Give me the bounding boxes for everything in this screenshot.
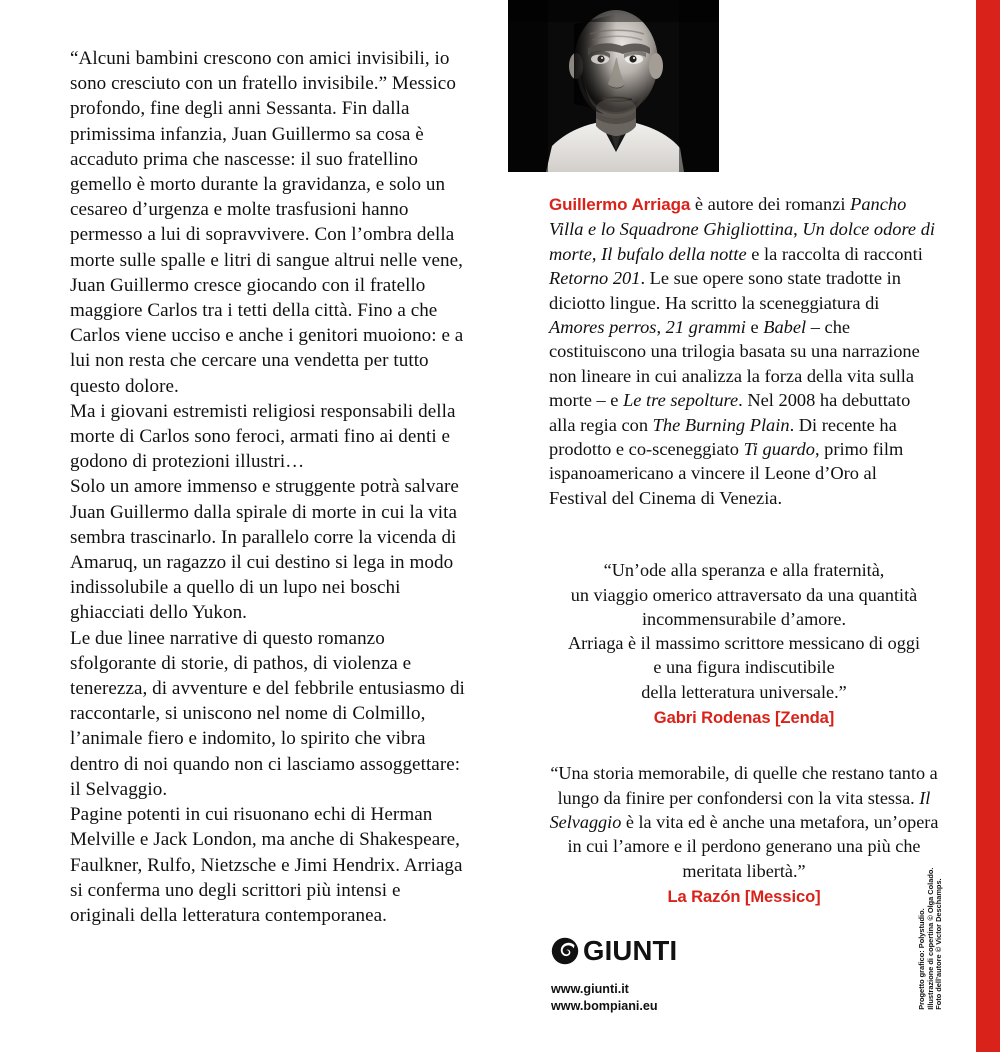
giunti-spiral-g-icon xyxy=(551,937,579,965)
author-bio xyxy=(549,192,939,510)
author-portrait-photo xyxy=(508,0,719,172)
bio-run: , xyxy=(591,243,602,264)
quote-2-run-pre: “Una storia memorabile, di quelle che restano tanto a lungo da finire per confondersi con la vita stessa. xyxy=(550,763,938,808)
bio-title-italic: Retorno 201 xyxy=(549,268,641,289)
bio-title-italic: Le tre sepolture xyxy=(623,390,739,411)
bio-run: e xyxy=(745,317,764,338)
blurb-paragraph-5: Pagine potenti in cui risuonano echi di Herman Melville e Jack London, ma anche di Shakespeare, Faulkner, Rulfo, Nietzsche e Jimi Hendrix. Arriaga si conferma uno degli scrittori più intensi e originali della letteratura contemporanea. xyxy=(70,804,463,926)
quote-1-line-3: incommensurabile d’amore. xyxy=(641,608,847,629)
credit-line-2: Illustrazione di copertina © Olga Colado. xyxy=(925,867,935,1010)
bio-run: , xyxy=(656,317,666,338)
publisher-urls xyxy=(551,981,811,1014)
bio-text xyxy=(549,194,935,508)
right-column xyxy=(549,192,939,909)
blurb-paragraph-3: Solo un amore immenso e struggente potrà salvare Juan Guillermo dalla spirale di morte in cui la vita sembra trascinarlo. In parallelo corre la vicenda di Amaruq, un ragazzo il cui destino si lega in modo indissolubile a quello di un lupo nei boschi ghiacciati dello Yukon. xyxy=(70,476,459,624)
bio-run: – che costituiscono una trilogia basata su una narrazione non lineare in cui analizza la forza della vita sulla morte – e xyxy=(549,317,920,411)
bio-run: . Nel 2008 ha debuttato alla regia con xyxy=(549,390,911,435)
quote-1-source: Gabri Rodenas [Zenda] xyxy=(653,708,835,728)
credits-text xyxy=(918,868,944,1010)
quote-2-source: La Razón [Messico] xyxy=(667,886,821,906)
book-blurb xyxy=(70,46,470,928)
url-giunti[interactable]: www.giunti.it xyxy=(551,982,629,996)
quote-2-title-italic: Il Selvaggio xyxy=(549,787,931,832)
quote-1-line-1: “Un’ode alla speranza e alla fraternità, xyxy=(603,560,885,581)
blurb-paragraph-1: “Alcuni bambini crescono con amici invisibili, io sono cresciuto con un fratello invisibile.” Messico profondo, fine degli anni Sessanta. Fin dalla primissima infanzia, Juan Guillermo sa cosa è accaduto prima che nascesse: il suo fratellino gemello è morto durante la gravidanza, e solo un cesareo d’urgenza e molte trasfusioni hanno permesso a lui di sopravvivere. Con l’ombra della morte sulle spalle e litri di sangue altrui nelle vene, Juan Guillermo cresce giocando con il fratello maggiore Carlos tra i tetti della città. Fino a che Carlos viene ucciso e anche i genitori muoiono: e a lui non resta che cercare una vendetta per tutto questo dolore. xyxy=(70,48,464,397)
bio-run: è autore dei romanzi xyxy=(690,194,851,214)
bio-run: e la raccolta di racconti xyxy=(746,243,923,264)
bio-title-italic: The Burning Plain xyxy=(652,414,790,435)
url-bompiani[interactable]: www.bompiani.eu xyxy=(551,998,658,1013)
bio-title-italic: Il bufalo della notte xyxy=(601,243,747,264)
publisher-block xyxy=(551,937,811,1014)
bio-run: . Di recente ha prodotto e co-sceneggiato xyxy=(549,414,897,460)
quote-2-text xyxy=(549,761,939,882)
credit-line-1: Progetto grafico: Polystudio. xyxy=(917,908,927,1010)
giunti-logo[interactable] xyxy=(551,937,811,965)
author-name: Guillermo Arriaga xyxy=(549,195,691,214)
quote-1-line-4: Arriaga è il massimo scrittore messicano di oggi xyxy=(567,633,921,654)
press-quote-2 xyxy=(549,761,939,909)
quote-2-run-post: è la vita ed è anche una metafora, un’opera in cui l’amore e il perdono generano una più che meritata libertà.” xyxy=(567,811,939,881)
author-portrait-illustration xyxy=(508,0,719,172)
bio-title-italic: Ti guardo xyxy=(743,439,815,460)
bio-run: , xyxy=(793,219,803,240)
credit-line-3: Foto dell’autore © Victor Deschamps. xyxy=(934,878,944,1010)
quote-1-line-6: della letteratura universale.” xyxy=(641,681,847,702)
blurb-paragraph-2: Ma i giovani estremisti religiosi responsabili della morte di Carlos sono feroci, armati fino ai denti e godono di protezioni illustri… xyxy=(70,400,456,473)
bio-run: , primo film ispanoamericano a vincere il Leone d’Oro al Festival del Cinema di Venezia. xyxy=(549,439,904,508)
right-red-bar xyxy=(976,0,1000,1052)
bio-title-italic: Amores perros xyxy=(549,317,657,338)
bio-title-italic: Pancho Villa e lo Squadrone Ghigliottina xyxy=(549,194,907,240)
giunti-wordmark: GIUNTI xyxy=(583,935,678,967)
credits-vertical xyxy=(917,780,970,1010)
bio-title-italic: Babel xyxy=(763,317,807,338)
quote-1-line-2: un viaggio omerico attraversato da una quantità xyxy=(570,584,918,605)
bio-title-italic: 21 grammi xyxy=(665,317,746,338)
bio-title-italic: Un dolce odore di morte xyxy=(549,219,935,264)
quote-1-line-5: e una figura indiscutibile xyxy=(653,657,835,678)
blurb-paragraph-4: Le due linee narrative di questo romanzo sfolgorante di storie, di pathos, di violenza e tenerezza, di avventure e del febbrile entusiasmo di raccontarle, si uniscono nel nome di Colmillo, l’animale fiero e indomito, lo spirito che vibra dentro di noi quando non ci lasciamo assoggettare: il Selvaggio. xyxy=(70,627,465,800)
bio-run: . Le sue opere sono state tradotte in diciotto lingue. Ha scritto la sceneggiatura di xyxy=(549,268,901,313)
press-quote-1 xyxy=(549,558,939,730)
